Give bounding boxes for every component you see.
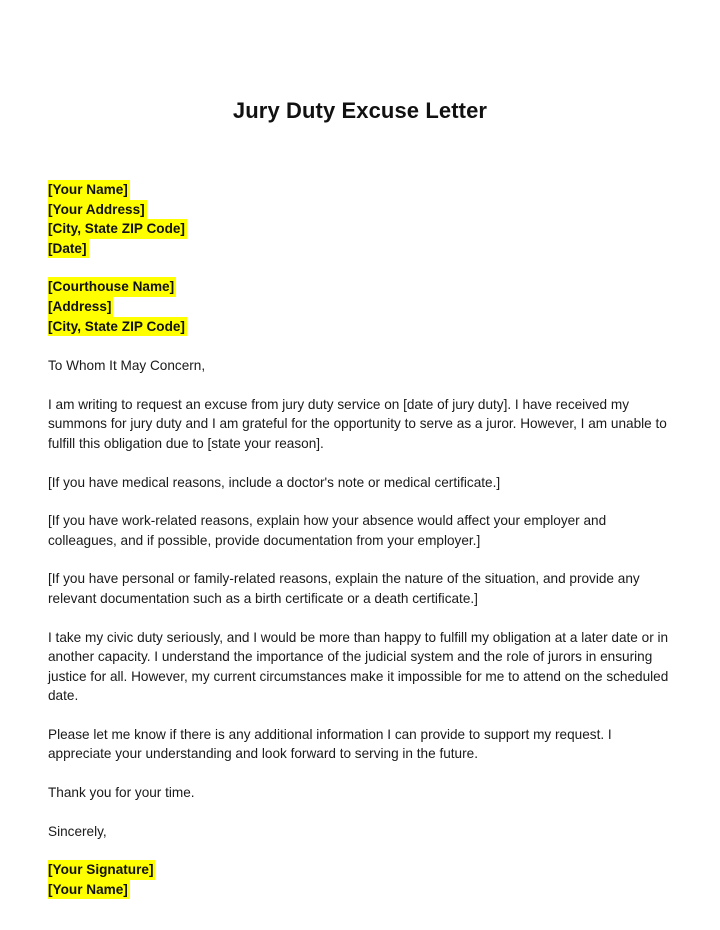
- document-title: Jury Duty Excuse Letter: [232, 98, 488, 123]
- courthouse-address-placeholder: [Address]: [48, 297, 113, 317]
- courthouse-city-placeholder: [City, State ZIP Code]: [48, 317, 187, 337]
- paragraph-request: I am writing to request an excuse from jury duty service on [date of jury duty]. I have received my summons for jury duty and I am grateful for the opportunity to serve as a juror. However, I am unable to fulfill this obligation due to [state your reason].: [48, 396, 667, 451]
- thank-you-line: Thank you for your time.: [48, 785, 195, 801]
- date-placeholder: [Date]: [48, 239, 89, 259]
- letter-body: [48, 180, 678, 899]
- signer-name-placeholder: [Your Name]: [48, 880, 130, 900]
- paragraph-work: [If you have work-related reasons, explain how your absence would affect your employer and colleagues, and if possible, provide documentation from your employer.]: [48, 513, 607, 548]
- sender-address-placeholder: [Your Address]: [48, 200, 147, 220]
- signature-block: [48, 860, 678, 899]
- paragraph-civic-duty: I take my civic duty seriously, and I would be more than happy to fulfill my obligation at a later date or in another capacity. I understand the importance of the judicial system and the role of jurors in ensuring justice for all. However, my current circumstances make it impossible for me to attend on the scheduled date.: [48, 629, 669, 704]
- paragraph-closing-request: Please let me know if there is any additional information I can provide to support my request. I appreciate your understanding and look forward to serving in the future.: [48, 726, 612, 762]
- recipient-address-block: [48, 277, 678, 336]
- paragraph-personal: [If you have personal or family-related reasons, explain the nature of the situation, and provide any relevant documentation such as a birth certificate or a death certificate.]: [48, 571, 640, 606]
- courthouse-name-placeholder: [Courthouse Name]: [48, 277, 176, 297]
- salutation: To Whom It May Concern,: [48, 358, 206, 374]
- sender-city-placeholder: [City, State ZIP Code]: [48, 219, 187, 239]
- sender-name-placeholder: [Your Name]: [48, 180, 130, 200]
- sender-address-block: [48, 180, 678, 258]
- sign-off: Sincerely,: [48, 823, 107, 839]
- signature-placeholder: [Your Signature]: [48, 860, 155, 880]
- paragraph-medical: [If you have medical reasons, include a doctor's note or medical certificate.]: [48, 474, 501, 490]
